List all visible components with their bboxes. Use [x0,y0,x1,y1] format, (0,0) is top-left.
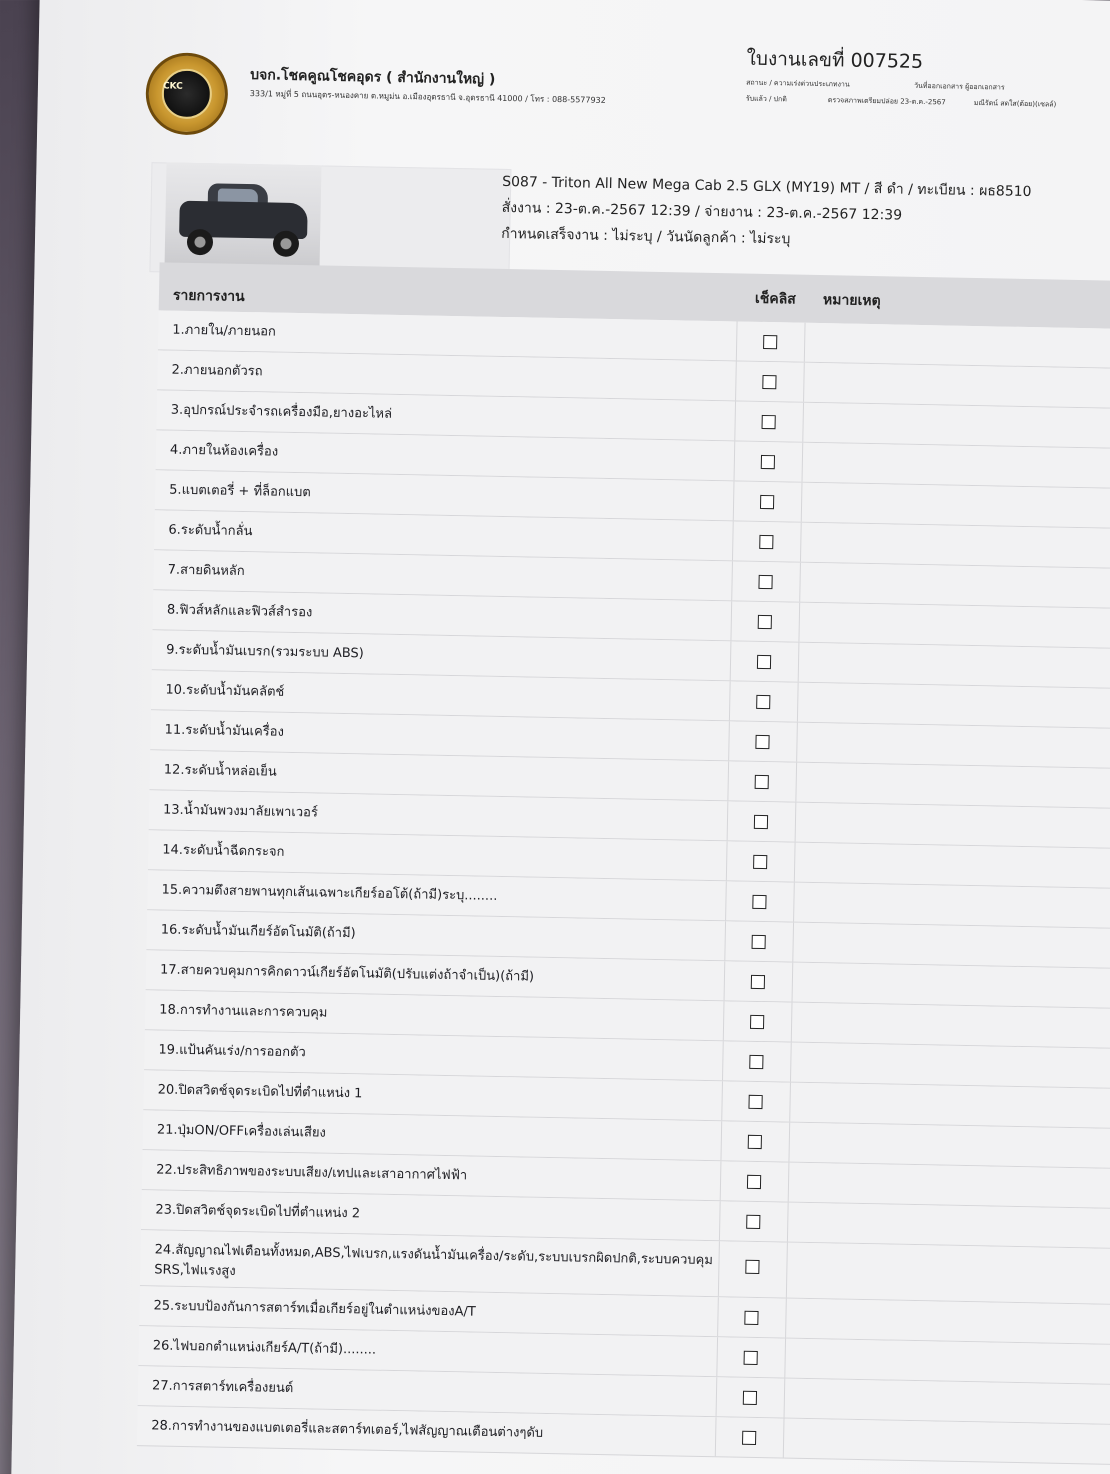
checklist-checkbox[interactable] [748,1135,762,1149]
task-label: 2.ภายนอกตัวรถ [171,362,263,380]
task-label: 25.ระบบป้องกันการสตาร์ทเมื่อเกียร์อยู่ในตำแหน่งของA/T [153,1298,476,1320]
task-label: 18.การทำงานและการควบคุม [159,1002,328,1021]
checklist-checkbox[interactable] [762,375,776,389]
task-label: 10.ระดับน้ำมันคลัตช์ [165,682,285,700]
checklist-checkbox[interactable] [759,535,773,549]
checklist-checkbox[interactable] [749,1055,763,1069]
logo-text: CKC [162,81,183,92]
checklist-rows [137,310,1110,1465]
task-label: 20.ปิดสวิตช์จุดระเบิดไปที่ตำแหน่ง 1 [157,1082,363,1102]
task-label: 8.ฟิวส์หลักและฟิวส์สำรอง [166,602,313,621]
checklist-checkbox[interactable] [758,575,772,589]
task-label: 1.ภายใน/ภายนอก [172,322,276,340]
checklist-checkbox[interactable] [757,655,771,669]
checklist-checkbox[interactable] [755,735,769,749]
task-label: 12.ระดับน้ำหล่อเย็น [163,762,277,780]
checklist-checkbox[interactable] [752,895,766,909]
task-label: 26.ไฟบอกตำแหน่งเกียร์A/T(ถ้ามี)........ [152,1338,377,1358]
checklist-checkbox[interactable] [755,775,769,789]
checklist-checkbox[interactable] [761,455,775,469]
task-label: 6.ระดับน้ำกลั่น [168,522,253,540]
checklist-column-header: เช็คลิส [754,290,796,308]
task-label: 7.สายดินหลัก [167,562,245,580]
company-logo [145,52,229,136]
checklist-checkbox[interactable] [750,1015,764,1029]
vehicle-due-line: กำหนดเสร็จงาน : ไม่ระบุ / วันนัดลูกค้า : ไม่ระบุ [501,225,791,248]
task-label: 21.ปุ่มON/OFFเครื่องเล่นเสียง [156,1122,326,1141]
job-type: ตรวจสภาพเตรียมปล่อย 23-ต.ค.-2567 [827,96,946,107]
task-label: 28.การทำงานของแบตเตอรี่และสตาร์ทเตอร์,ไฟสัญญาณเตือนต่างๆดับ [151,1418,544,1441]
checklist-checkbox[interactable] [762,415,776,429]
checklist-table [137,262,1110,1465]
company-address: 333/1 หมู่ที่ 5 ถนนอุดร-หนองคาย ต.หมูม่น อ.เมืองอุดรธานี จ.อุดรธานี 41000 / โทร : 088-5577932 [249,89,606,105]
checklist-checkbox[interactable] [756,695,770,709]
status-label: สถานะ / ความเร่งด่วนประเภทงาน [746,78,850,89]
task-label: 9.ระดับน้ำมันเบรก(รวมระบบ ABS) [166,642,364,662]
task-label: 15.ความตึงสายพานทุกเส้นเฉพาะเกียร์ออโต้(ถ้ามี)ระบุ........ [161,882,498,904]
checklist-checkbox[interactable] [743,1391,757,1405]
checklist-checkbox[interactable] [745,1260,759,1274]
checklist-checkbox[interactable] [744,1351,758,1365]
checklist-checkbox[interactable] [753,855,767,869]
checklist-checkbox[interactable] [751,975,765,989]
task-column-header: รายการงาน [172,287,245,305]
task-label: 16.ระดับน้ำมันเกียร์อัตโนมัติ(ถ้ามี) [160,922,356,942]
task-label: 24.สัญญาณไฟเตือนทั้งหมด,ABS,ไฟเบรก,แรงดันน้ำมันเครื่อง/ระดับ,ระบบเบรกผิดปกติ,ระบบควบคุม SRS,ไฟแรงสูง [154,1242,714,1280]
checklist-checkbox[interactable] [760,495,774,509]
task-label: 17.สายควบคุมการคิกดาวน์เกียร์อัตโนมัติ(ปรับแต่งถ้าจำเป็น)(ถ้ามี) [159,962,535,985]
checklist-checkbox[interactable] [742,1431,756,1445]
checklist-checkbox[interactable] [744,1311,758,1325]
task-label: 5.แบตเตอรี่ + ที่ล็อกแบต [169,482,311,501]
vehicle-photo [164,162,321,273]
vehicle-model-line: S087 - Triton All New Mega Cab 2.5 GLX (MY19) MT / สี ดำ / ทะเบียน : ผธ8510 [502,173,1032,201]
issuer-name: มณีรัตน์ สดใส(ต้อย)(เซลล์) [973,98,1057,109]
checklist-checkbox[interactable] [748,1095,762,1109]
checklist-checkbox[interactable] [747,1175,761,1189]
task-label: 14.ระดับน้ำฉีดกระจก [162,842,285,860]
task-label: 13.น้ำมันพวงมาลัยเพาเวอร์ [162,802,319,821]
task-label: 3.อุปกรณ์ประจำรถเครื่องมือ,ยางอะไหล่ [170,402,393,422]
logo-emblem [161,68,212,119]
checklist-checkbox[interactable] [746,1215,760,1229]
task-label: 22.ประสิทธิภาพของระบบเสียง/เทปและเสาอากาศไฟฟ้า [156,1162,468,1184]
vehicle-order-line: สั่งงาน : 23-ต.ค.-2567 12:39 / จ่ายงาน : 23-ต.ค.-2567 12:39 [501,199,903,224]
checklist-checkbox[interactable] [763,335,777,349]
task-label: 27.การสตาร์ทเครื่องยนต์ [151,1378,294,1397]
checklist-checkbox[interactable] [758,615,772,629]
remark-column-header: หมายเหตุ [822,292,881,310]
task-label: 19.แป้นคันเร่ง/การออกตัว [158,1042,306,1061]
task-label: 23.ปิดสวิตช์จุดระเบิดไปที่ตำแหน่ง 2 [155,1202,361,1222]
job-number-title: ใบงานเลขที่ 007525 [746,47,924,73]
checklist-checkbox[interactable] [754,815,768,829]
company-name: บจก.โชคคูณโชคอุดร ( สำนักงานใหญ่ ) [250,67,496,88]
task-label: 4.ภายในห้องเครื่อง [169,442,279,460]
document-sheet [11,0,1110,1474]
issue-label: วันที่ออกเอกสาร ผู้ออกเอกสาร [914,81,1005,92]
status-value: รับแล้ว / ปกติ [745,94,787,104]
task-label: 11.ระดับน้ำมันเครื่อง [164,722,285,740]
checklist-checkbox[interactable] [752,935,766,949]
